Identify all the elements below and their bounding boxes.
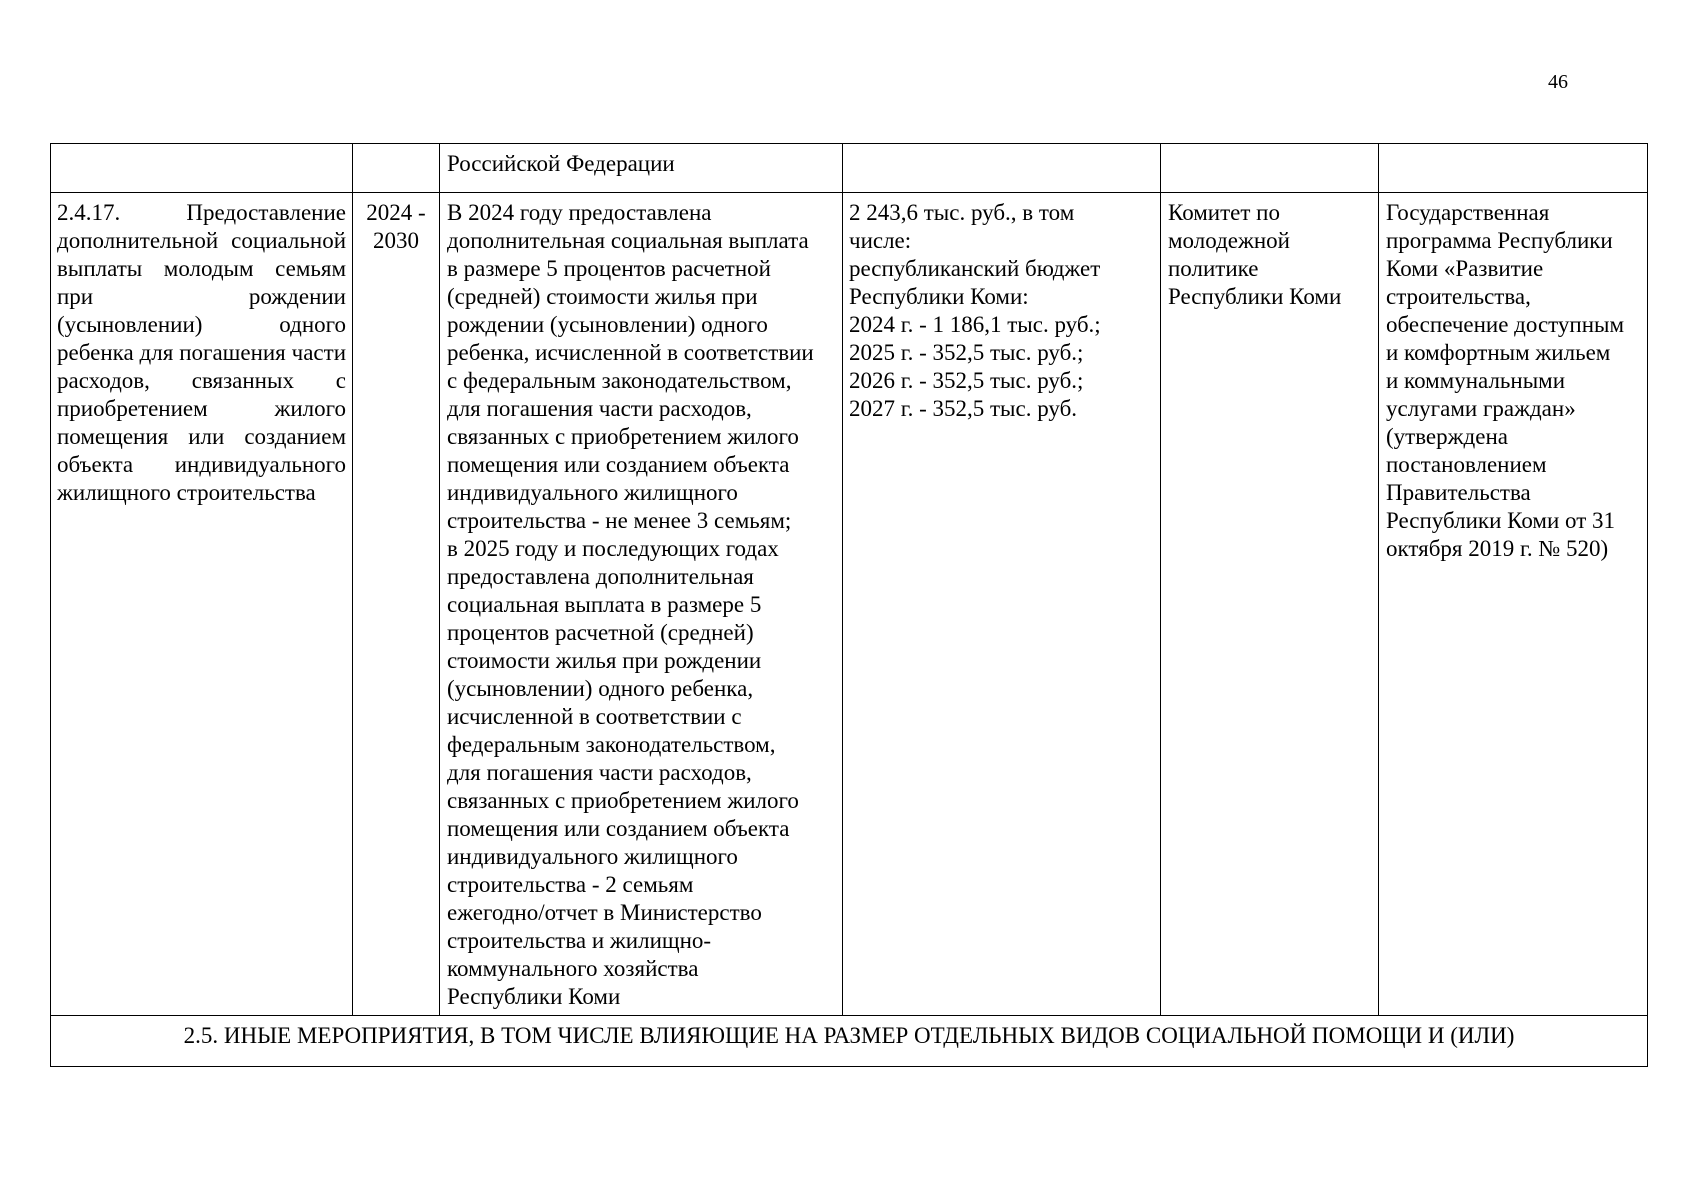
table-cell [843,144,1161,193]
table-cell [1161,144,1379,193]
measures-table [50,143,1648,1067]
table-row-item-2-4-17 [51,193,1648,1016]
financing-cell: 2 243,6 тыс. руб., в том числе: республиканский бюджет Республики Коми: 2024 г. - 1 186,1 тыс. руб.; 2025 г. - 352,5 тыс. руб.; 2026 г. - 352,5 тыс. руб.; 2027 г. - 352,5 тыс. руб. [843,193,1161,1016]
table-cell [353,144,440,193]
section-heading-row [51,1016,1648,1067]
table-cell [51,144,353,193]
responsible-cell: Комитет по молодежной политике Республики Коми [1161,193,1379,1016]
table-cell [1379,144,1648,193]
program-cell: Государственная программа Республики Коми «Развитие строительства, обеспечение доступным и комфортным жильем и коммунальными услугами граждан» (утверждена постановлением Правительства Республики Коми от 31 октября 2019 г. № 520) [1379,193,1648,1016]
section-heading: 2.5. ИНЫЕ МЕРОПРИЯТИЯ, В ТОМ ЧИСЛЕ ВЛИЯЮЩИЕ НА РАЗМЕР ОТДЕЛЬНЫХ ВИДОВ СОЦИАЛЬНОЙ ПОМОЩИ И (ИЛИ) [51,1016,1648,1067]
table-cell: Российской Федерации [440,144,843,193]
years-cell: 2024 - 2030 [353,193,440,1016]
table-row-continuation [51,144,1648,193]
measure-name-cell: 2.4.17. Предоставление дополнительной социальной выплаты молодым семьям при рождении (усыновлении) одного ребенка для погашения части расходов, связанных с приобретением жилого помещения или созданием объекта индивидуального жилищного строительства [51,193,353,1016]
page-number: 46 [1548,71,1568,93]
result-cell: В 2024 году предоставлена дополнительная социальная выплата в размере 5 процентов расчетной (средней) стоимости жилья при рождении (усыновлении) одного ребенка, исчисленной в соответствии с федеральным законодательством, для погашения части расходов, связанных с приобретением жилого помещения или созданием объекта индивидуального жилищного строительства - не менее 3 семьям; в 2025 году и последующих годах предоставлена дополнительная социальная выплата в размере 5 процентов расчетной (средней) стоимости жилья при рождении (усыновлении) одного ребенка, исчисленной в соответствии с федеральным законодательством, для погашения части расходов, связанных с приобретением жилого помещения или созданием объекта индивидуального жилищного строительства - 2 семьям ежегодно/отчет в Министерство строительства и жилищно- коммунального хозяйства Республики Коми [440,193,843,1016]
